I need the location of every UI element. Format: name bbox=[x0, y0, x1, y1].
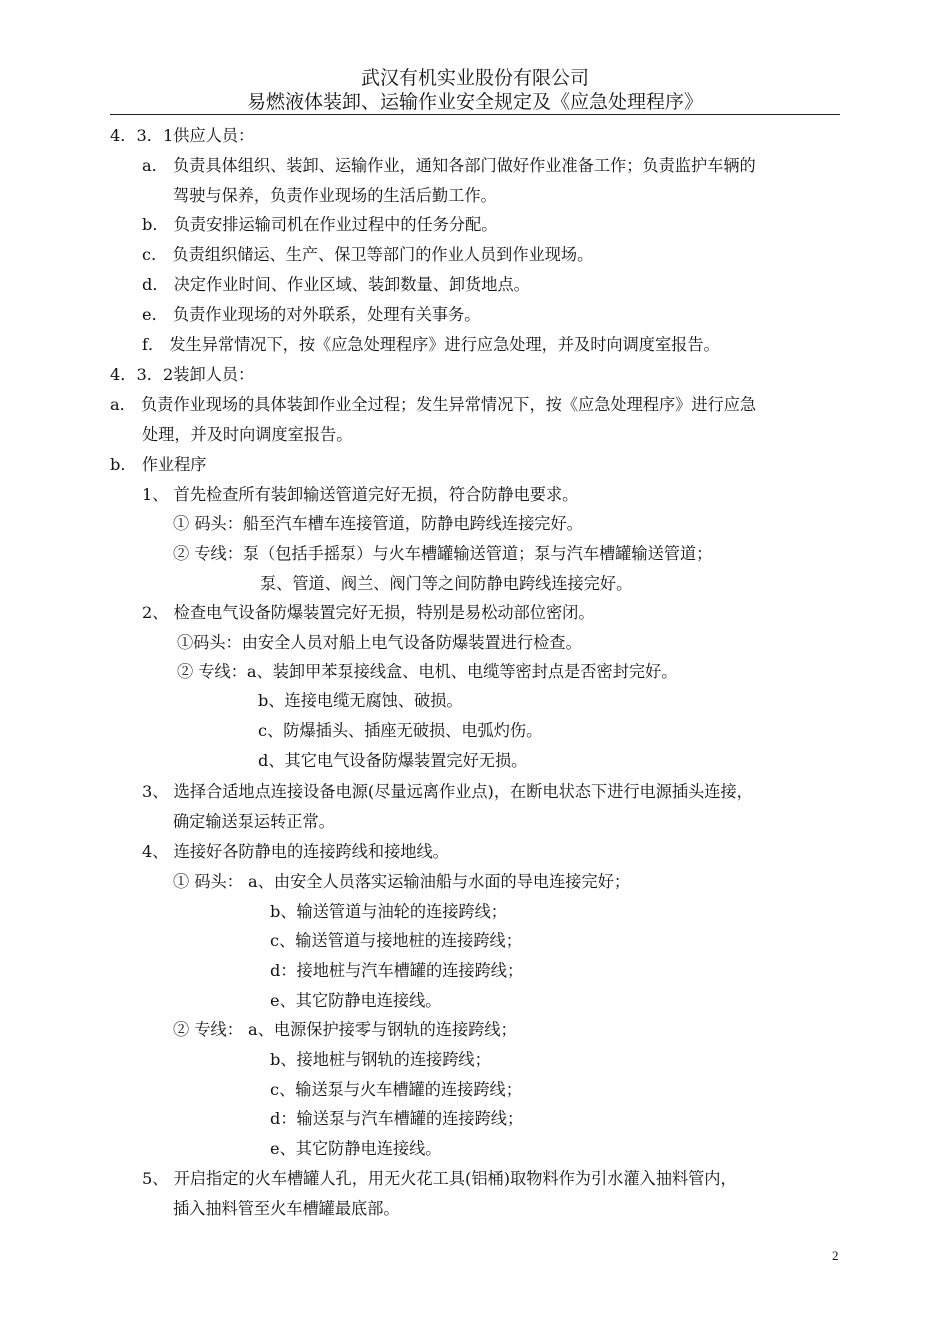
step-item: 3、 选择合适地点连接设备电源(尽量远离作业点)，在断电状态下进行电源插头连接， bbox=[142, 782, 753, 801]
sub-sub-item: b、输送管道与油轮的连接跨线； bbox=[270, 902, 507, 921]
section-heading-loading: 4．3．2装卸人员： bbox=[110, 365, 255, 384]
sub-sub-item: d：输送泵与汽车槽罐的连接跨线； bbox=[270, 1109, 524, 1128]
sub-item: ① 码头： a、由安全人员落实运输油船与水面的导电连接完好； bbox=[173, 872, 631, 891]
list-item: a． 负责作业现场的具体装卸作业全过程；发生异常情况下，按《应急处理程序》进行应急 bbox=[110, 395, 757, 414]
list-item: f． 发生异常情况下，按《应急处理程序》进行应急处理，并及时向调度室报告。 bbox=[142, 335, 720, 354]
sub-sub-item: b、连接电缆无腐蚀、破损。 bbox=[258, 691, 463, 710]
step-item: 4、 连接好各防静电的连接跨线和接地线。 bbox=[142, 842, 449, 861]
company-name: 武汉有机实业股份有限公司 bbox=[360, 67, 589, 89]
step-item-cont: 确定输送泵运转正常。 bbox=[173, 812, 335, 831]
sub-item: ② 专线：a、装卸甲苯泵接线盒、电机、电缆等密封点是否密封完好。 bbox=[177, 662, 678, 681]
sub-sub-item: c、防爆插头、插座无破损、电弧灼伤。 bbox=[258, 721, 543, 740]
list-item-cont: 驾驶与保养，负责作业现场的生活后勤工作。 bbox=[173, 186, 497, 205]
sub-item-cont: 泵、管道、阀兰、阀门等之间防静电跨线连接完好。 bbox=[260, 574, 633, 593]
document-title: 易燃液体装卸、运输作业安全规定及《应急处理程序》 bbox=[246, 91, 703, 113]
step-item: 5、 开启指定的火车槽罐人孔，用无火花工具(铝桶)取物料作为引水灌入抽料管内， bbox=[142, 1169, 737, 1188]
sub-sub-item: c、输送管道与接地桩的连接跨线； bbox=[270, 931, 522, 950]
sub-item: ① 码头：船至汽车槽车连接管道，防静电跨线连接完好。 bbox=[173, 514, 583, 533]
sub-sub-item: e、其它防静电连接线。 bbox=[270, 991, 442, 1010]
sub-sub-item: c、输送泵与火车槽罐的连接跨线； bbox=[270, 1080, 522, 1099]
list-item: e． 负责作业现场的对外联系，处理有关事务。 bbox=[142, 305, 481, 324]
sub-item: ①码头：由安全人员对船上电气设备防爆装置进行检查。 bbox=[177, 633, 582, 652]
step-item: 2、 检查电气设备防爆装置完好无损，特别是易松动部位密闭。 bbox=[142, 603, 595, 622]
header-rule bbox=[110, 114, 840, 115]
step-item: 1、 首先检查所有装卸输送管道完好无损，符合防静电要求。 bbox=[142, 485, 579, 504]
step-item-cont: 插入抽料管至火车槽罐最底部。 bbox=[173, 1199, 400, 1218]
sub-sub-item: b、接地桩与钢轨的连接跨线； bbox=[270, 1050, 491, 1069]
list-item: a． 负责具体组织、装卸、运输作业，通知各部门做好作业准备工作；负责监护车辆的 bbox=[142, 156, 756, 175]
list-item: c． 负责组织储运、生产、保卫等部门的作业人员到作业现场。 bbox=[142, 245, 594, 264]
list-item: b． 作业程序 bbox=[110, 455, 207, 474]
sub-item: ② 专线： a、电源保护接零与钢轨的连接跨线； bbox=[173, 1020, 517, 1039]
list-item: b． 负责安排运输司机在作业过程中的任务分配。 bbox=[142, 215, 498, 234]
page-number: 2 bbox=[832, 1248, 839, 1263]
sub-item: ② 专线：泵（包括手摇泵）与火车槽罐输送管道；泵与汽车槽罐输送管道； bbox=[173, 544, 713, 563]
sub-sub-item: d、其它电气设备防爆装置完好无损。 bbox=[258, 751, 528, 770]
list-item: d． 决定作业时间、作业区域、装卸数量、卸货地点。 bbox=[142, 275, 530, 294]
sub-sub-item: d：接地桩与汽车槽罐的连接跨线； bbox=[270, 961, 524, 980]
section-heading-supply: 4．3．1供应人员： bbox=[110, 126, 255, 145]
list-item-cont: 处理，并及时向调度室报告。 bbox=[142, 425, 353, 444]
sub-sub-item: e、其它防静电连接线。 bbox=[270, 1139, 442, 1158]
